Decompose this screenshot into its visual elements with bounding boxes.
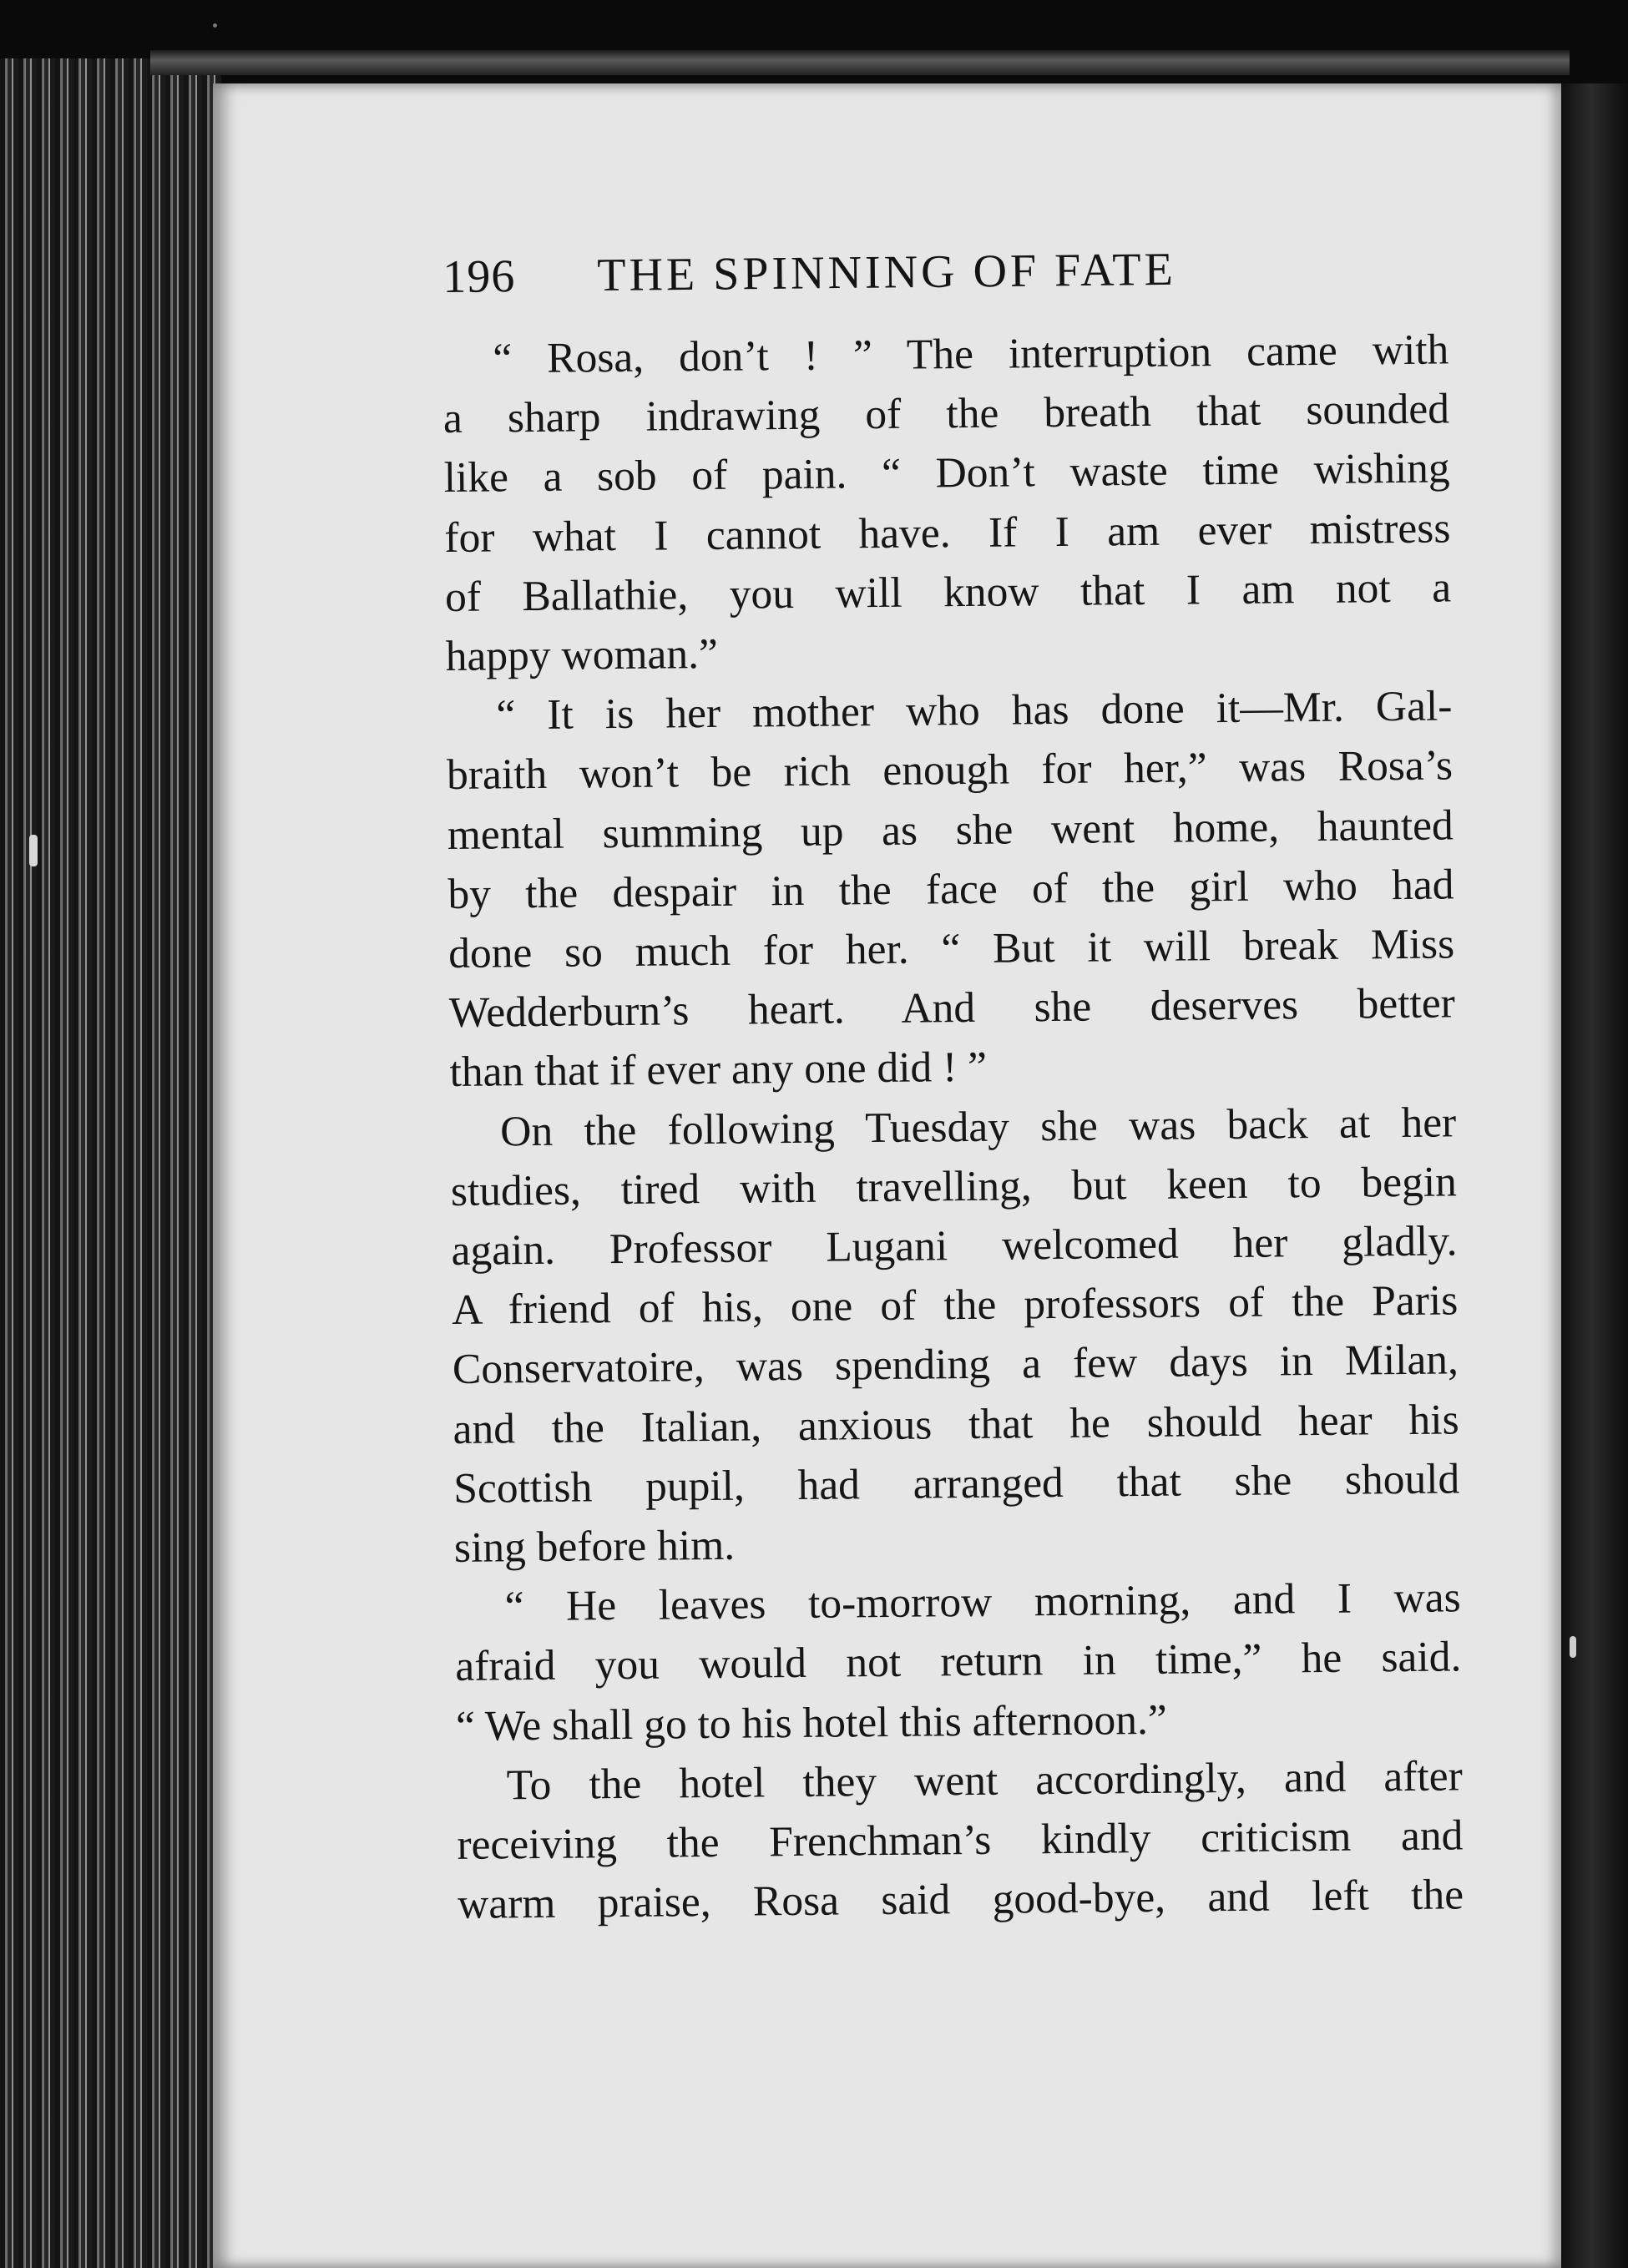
paragraph xyxy=(442,320,1452,686)
body-text xyxy=(442,320,1464,1934)
page-number: 196 xyxy=(442,250,516,303)
text-line: happy woman.” xyxy=(445,629,719,680)
text-line: studies, tired with travelling, but keen to begin xyxy=(450,1158,1458,1215)
text-line: like a sob of pain. “ Don’t waste time wishing xyxy=(443,444,1450,503)
text-line: warm praise, Rosa said good-bye, and left the xyxy=(457,1871,1464,1929)
text-line: “ We shall go to his hotel this afternoon.” xyxy=(455,1695,1167,1750)
scan-speck xyxy=(29,835,38,866)
text-line: by the despair in the face of the girl who had xyxy=(447,861,1454,918)
scan-speck xyxy=(213,23,217,28)
text-line: and the Italian, anxious that he should hear his xyxy=(453,1396,1459,1453)
text-line: Wedderburn’s heart. And she deserves better xyxy=(448,979,1456,1038)
text-line: braith won’t be rich enough for her,” was Rosa’s xyxy=(446,741,1454,800)
text-line: Conservatoire, was spending a few days in Milan, xyxy=(452,1336,1459,1394)
text-line: “ He leaves to-morrow morning, and I was xyxy=(504,1573,1461,1631)
text-line: To the hotel they went accordingly, and after xyxy=(506,1752,1463,1810)
text-line: of Ballathie, you will know that I am not a xyxy=(444,563,1452,621)
text-line: “ Rosa, don’t ! ” The interruption came with xyxy=(493,326,1449,383)
paragraph xyxy=(450,1093,1460,1578)
text-line: On the following Tuesday she was back at her xyxy=(499,1099,1457,1156)
page-edges xyxy=(0,58,221,2268)
right-page-edge xyxy=(1561,83,1628,2268)
paragraph xyxy=(454,1568,1462,1756)
text-line: a sharp indrawing of the breath that sounded xyxy=(442,385,1450,443)
text-line: mental summing up as she went home, haunted xyxy=(447,801,1454,859)
scan-speck xyxy=(1570,1636,1576,1658)
text-line: afraid you would not return in time,” he said. xyxy=(455,1633,1462,1691)
text-line: done so much for her. “ But it will break Miss xyxy=(447,920,1455,977)
text-line: “ It is her mother who has done it—Mr. Gal- xyxy=(496,682,1453,740)
running-title: THE SPINNING OF FATE xyxy=(597,243,1177,302)
paragraph xyxy=(446,677,1456,1103)
text-line: receiving the Frenchman’s kindly criticism and xyxy=(457,1811,1464,1869)
text-line: A friend of his, one of the professors of the Paris xyxy=(452,1276,1459,1335)
text-line: again. Professor Lugani welcomed her gladly. xyxy=(451,1217,1458,1275)
text-line: for what I cannot have. If I am ever mistress xyxy=(444,504,1451,562)
book-top-edge xyxy=(150,50,1570,75)
running-header xyxy=(442,240,1378,304)
text-line: Scottish pupil, had arranged that she should xyxy=(453,1455,1460,1513)
paragraph xyxy=(456,1746,1464,1934)
text-line: sing before him. xyxy=(453,1521,736,1572)
text-line: than that if ever any one did ! ” xyxy=(449,1043,988,1097)
